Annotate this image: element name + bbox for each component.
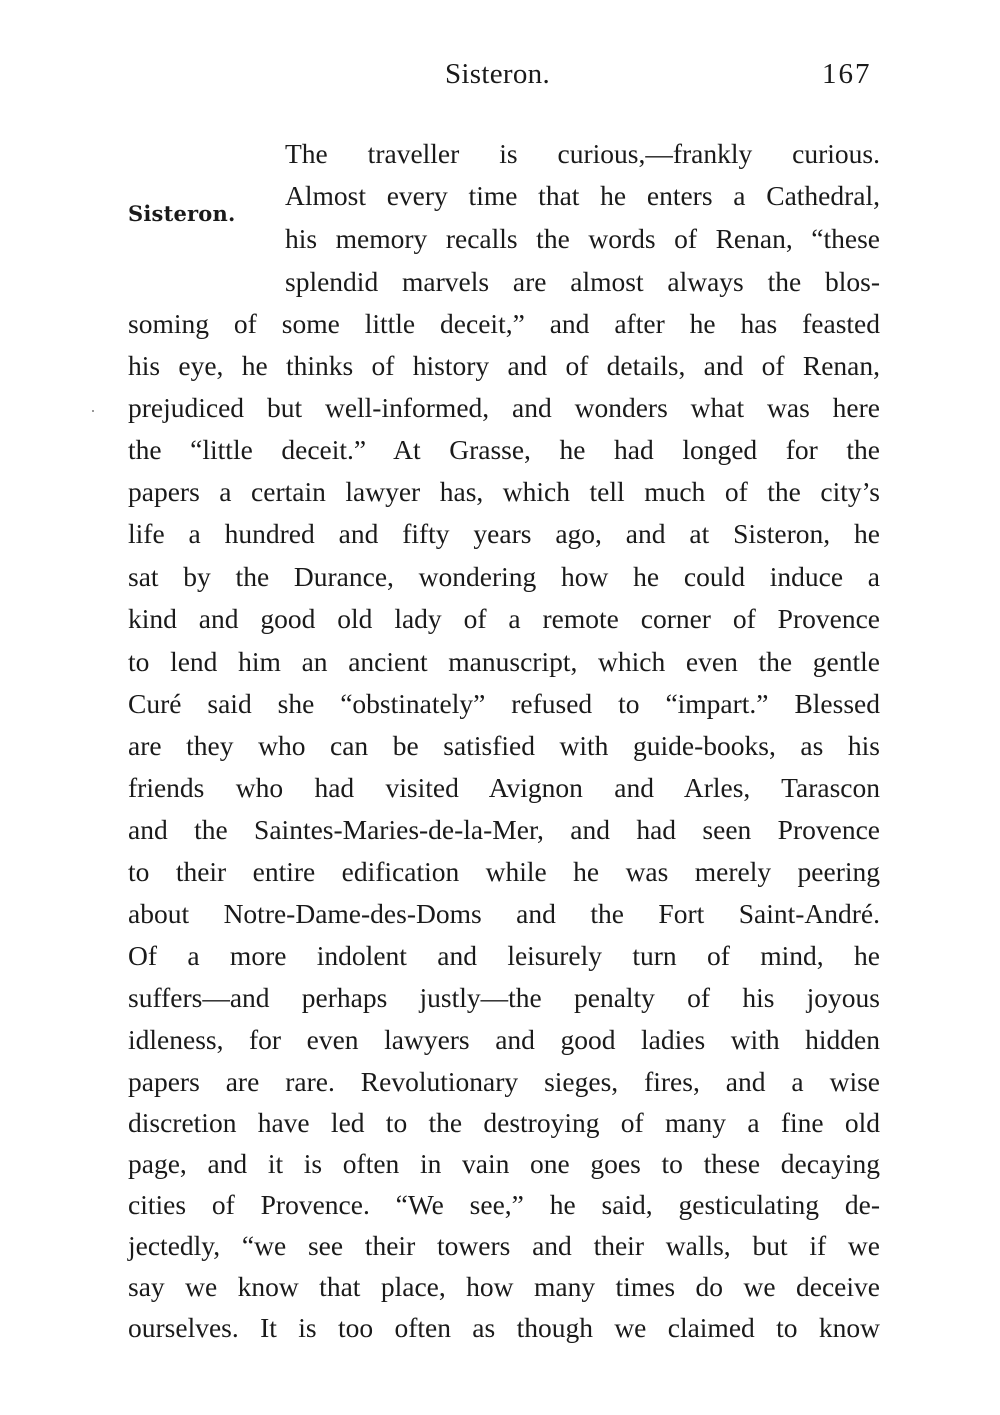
text-line: idleness, for even lawyers and good ladies with hidden	[128, 1024, 880, 1055]
text-line: say we know that place, how many times do we deceive	[128, 1271, 880, 1302]
running-title: Sisteron.	[445, 58, 551, 90]
margin-sidenote: Sisteron.	[128, 201, 236, 226]
text-line: kind and good old lady of a remote corner of Provence	[128, 603, 880, 634]
text-line: are they who can be satisfied with guide-books, as his	[128, 730, 880, 761]
text-line: papers a certain lawyer has, which tell much of the city’s	[128, 476, 880, 507]
scan-speck	[92, 410, 94, 412]
text-line: splendid marvels are almost always the blos-	[285, 266, 880, 297]
text-line: the “little deceit.” At Grasse, he had longed for the	[128, 434, 880, 465]
text-line: his eye, he thinks of history and of details, and of Renan,	[128, 350, 880, 381]
text-line: ourselves. It is too often as though we claimed to know	[128, 1312, 880, 1343]
text-line: soming of some little deceit,” and after he has feasted	[128, 308, 880, 339]
text-line: suffers—and perhaps justly—the penalty of his joyous	[128, 982, 880, 1013]
text-line: and the Saintes-Maries-de-la-Mer, and had seen Provence	[128, 814, 880, 845]
text-line: life a hundred and fifty years ago, and at Sisteron, he	[128, 518, 880, 549]
text-line: to lend him an ancient manuscript, which even the gentle	[128, 646, 880, 677]
text-line: Curé said she “obstinately” refused to “impart.” Blessed	[128, 688, 880, 719]
text-line: to their entire edification while he was merely peering	[128, 856, 880, 887]
running-head	[0, 58, 1000, 102]
text-line: prejudiced but well-informed, and wonders what was here	[128, 392, 880, 423]
text-line: his memory recalls the words of Renan, “these	[285, 223, 880, 254]
text-line: about Notre-Dame-des-Doms and the Fort Saint-André.	[128, 898, 880, 929]
page-number: 167	[822, 58, 872, 90]
text-line: Almost every time that he enters a Cathedral,	[285, 180, 880, 211]
text-line: page, and it is often in vain one goes to these decaying	[128, 1148, 880, 1179]
text-line: cities of Provence. “We see,” he said, gesticulating de-	[128, 1189, 880, 1220]
text-line: The traveller is curious,—frankly curious.	[285, 138, 880, 169]
text-line: Of a more indolent and leisurely turn of mind, he	[128, 940, 880, 971]
text-line: jectedly, “we see their towers and their walls, but if we	[128, 1230, 880, 1261]
text-line: sat by the Durance, wondering how he could induce a	[128, 561, 880, 592]
text-line: friends who had visited Avignon and Arles, Tarascon	[128, 772, 880, 803]
text-line: discretion have led to the destroying of many a fine old	[128, 1107, 880, 1138]
text-line: papers are rare. Revolutionary sieges, fires, and a wise	[128, 1066, 880, 1097]
